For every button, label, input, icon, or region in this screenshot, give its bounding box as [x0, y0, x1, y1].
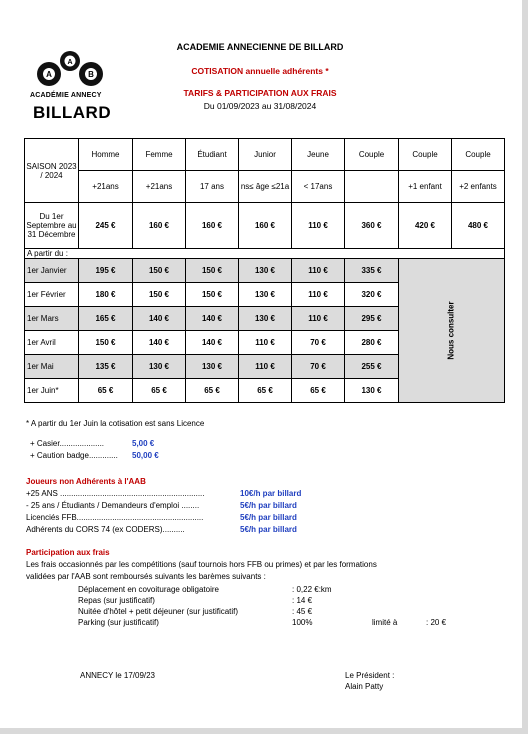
expense-value: : 0,22 €:km	[292, 585, 332, 594]
price-cell: 65 €	[186, 379, 239, 403]
place-date: ANNECY le 17/09/23	[80, 671, 156, 680]
price-cell: 130 €	[186, 355, 239, 379]
price-cell: 150 €	[133, 259, 186, 283]
expense-value: 100%	[292, 618, 313, 627]
price-cell: 245 €	[79, 203, 133, 249]
price-cell: 420 €	[399, 203, 452, 249]
row-label: 1er Février	[25, 283, 79, 307]
expense-limit-label: limité à	[372, 618, 398, 627]
price-cell: 110 €	[292, 203, 345, 249]
row-label: 1er Mai	[25, 355, 79, 379]
non-members-title: Joueurs non Adhérents à l'AAB	[26, 477, 146, 486]
price-cell: 70 €	[292, 331, 345, 355]
non-member-label: +25 ANS .................................................................	[26, 489, 205, 498]
price-cell: 480 €	[452, 203, 505, 249]
column-subheader	[345, 171, 399, 203]
column-subheader: ns≤ âge ≤21a	[239, 171, 292, 203]
price-cell: 360 €	[345, 203, 399, 249]
price-cell: 150 €	[186, 259, 239, 283]
document-subtitle: COTISATION annuelle adhérents *	[191, 66, 329, 76]
non-member-rate: 5€/h par billard	[240, 513, 297, 522]
price-cell: 150 €	[186, 283, 239, 307]
consult-label: Nous consulter	[446, 301, 456, 360]
row-label: 1er Juin*	[25, 379, 79, 403]
price-cell: 140 €	[186, 331, 239, 355]
price-cell: 135 €	[79, 355, 133, 379]
section-title: TARIFS & PARTICIPATION AUX FRAIS	[183, 88, 337, 98]
row-label: 1er Avril	[25, 331, 79, 355]
first-period-label: Du 1er Septembre au 31 Décembre	[25, 203, 79, 249]
locker-label: + Casier....................	[30, 439, 105, 448]
price-cell: 320 €	[345, 283, 399, 307]
column-header: Junior	[239, 139, 292, 171]
non-member-rate: 10€/h par billard	[240, 489, 302, 498]
column-subheader: 17 ans	[186, 171, 239, 203]
price-cell: 110 €	[292, 259, 345, 283]
price-cell: 110 €	[292, 307, 345, 331]
logo-subtitle: ACADÉMIE ANNECY	[30, 92, 102, 99]
org-name: ACADEMIE ANNECIENNE DE BILLARD	[176, 42, 344, 52]
expense-value: : 14 €	[292, 596, 313, 605]
expense-limit-value: : 20 €	[426, 618, 447, 627]
price-cell: 150 €	[133, 283, 186, 307]
price-cell: 150 €	[79, 331, 133, 355]
row-label: 1er Janvier	[25, 259, 79, 283]
non-member-label: Licenciés FFB.........................................................	[26, 513, 204, 522]
column-subheader: < 17ans	[292, 171, 345, 203]
price-cell: 160 €	[133, 203, 186, 249]
column-header: Couple	[452, 139, 505, 171]
deposit-value: 50,00 €	[132, 451, 159, 460]
ball-letter: A	[46, 70, 52, 79]
president-name: Alain Patty	[345, 682, 384, 691]
column-header: Étudiant	[186, 139, 239, 171]
price-cell: 110 €	[239, 331, 292, 355]
price-cell: 280 €	[345, 331, 399, 355]
price-cell: 140 €	[133, 307, 186, 331]
non-member-label: Adhérents du CORS 74 (ex CODERS)..........	[26, 525, 185, 534]
june-note: * A partir du 1er Juin la cotisation est sans Licence	[26, 419, 205, 428]
price-cell: 70 €	[292, 355, 345, 379]
pricing-table	[24, 138, 505, 403]
consult-cell	[399, 259, 505, 403]
price-cell: 65 €	[133, 379, 186, 403]
price-cell: 140 €	[133, 331, 186, 355]
price-cell: 130 €	[239, 307, 292, 331]
participation-text: Les frais occasionnés par les compétitions (sauf tournois hors FFB ou primes) et par les formations	[26, 560, 377, 569]
column-subheader: +1 enfant	[399, 171, 452, 203]
participation-title: Participation aux frais	[26, 548, 110, 557]
expense-label: Nuitée d'hôtel + petit déjeuner (sur justificatif)	[78, 607, 239, 616]
price-cell: 160 €	[239, 203, 292, 249]
president-title: Le Président :	[345, 671, 395, 680]
period: Du 01/09/2023 au 31/08/2024	[203, 101, 317, 111]
season-label: SAISON 2023 / 2024	[25, 139, 79, 203]
ball-letter: B	[88, 70, 94, 79]
column-header: Homme	[79, 139, 133, 171]
column-subheader: +21ans	[133, 171, 186, 203]
expense-value: : 45 €	[292, 607, 313, 616]
price-cell: 140 €	[186, 307, 239, 331]
page-edge-right	[522, 0, 528, 734]
ball-letter: A	[67, 59, 73, 66]
price-cell: 65 €	[239, 379, 292, 403]
expense-label: Parking (sur justificatif)	[78, 618, 159, 627]
page-edge-bottom	[0, 728, 528, 734]
price-cell: 110 €	[239, 355, 292, 379]
price-cell: 255 €	[345, 355, 399, 379]
non-member-rate: 5€/h par billard	[240, 501, 297, 510]
column-subheader: +2 enfants	[452, 171, 505, 203]
price-cell: 110 €	[292, 283, 345, 307]
column-header: Jeune	[292, 139, 345, 171]
price-cell: 65 €	[79, 379, 133, 403]
price-cell: 130 €	[239, 259, 292, 283]
non-member-rate: 5€/h par billard	[240, 525, 297, 534]
logo-name: BILLARD	[33, 103, 112, 122]
expense-label: Déplacement en covoiturage obligatoire	[78, 585, 219, 594]
column-header: Couple	[399, 139, 452, 171]
from-label: A partir du :	[25, 249, 505, 259]
price-cell: 65 €	[292, 379, 345, 403]
price-cell: 335 €	[345, 259, 399, 283]
expense-label: Repas (sur justificatif)	[78, 596, 155, 605]
row-label: 1er Mars	[25, 307, 79, 331]
locker-value: 5,00 €	[132, 439, 155, 448]
price-cell: 195 €	[79, 259, 133, 283]
column-subheader: +21ans	[79, 171, 133, 203]
price-cell: 180 €	[79, 283, 133, 307]
column-header: Couple	[345, 139, 399, 171]
price-cell: 130 €	[345, 379, 399, 403]
price-cell: 130 €	[133, 355, 186, 379]
price-cell: 165 €	[79, 307, 133, 331]
deposit-label: + Caution badge.............	[30, 451, 118, 460]
column-header: Femme	[133, 139, 186, 171]
price-cell: 295 €	[345, 307, 399, 331]
participation-text: validées par l'AAB sont remboursés suivants les barèmes suivants :	[26, 572, 266, 581]
price-cell: 130 €	[239, 283, 292, 307]
non-member-label: - 25 ans / Étudiants / Demandeurs d'emploi ........	[26, 501, 200, 510]
price-cell: 160 €	[186, 203, 239, 249]
